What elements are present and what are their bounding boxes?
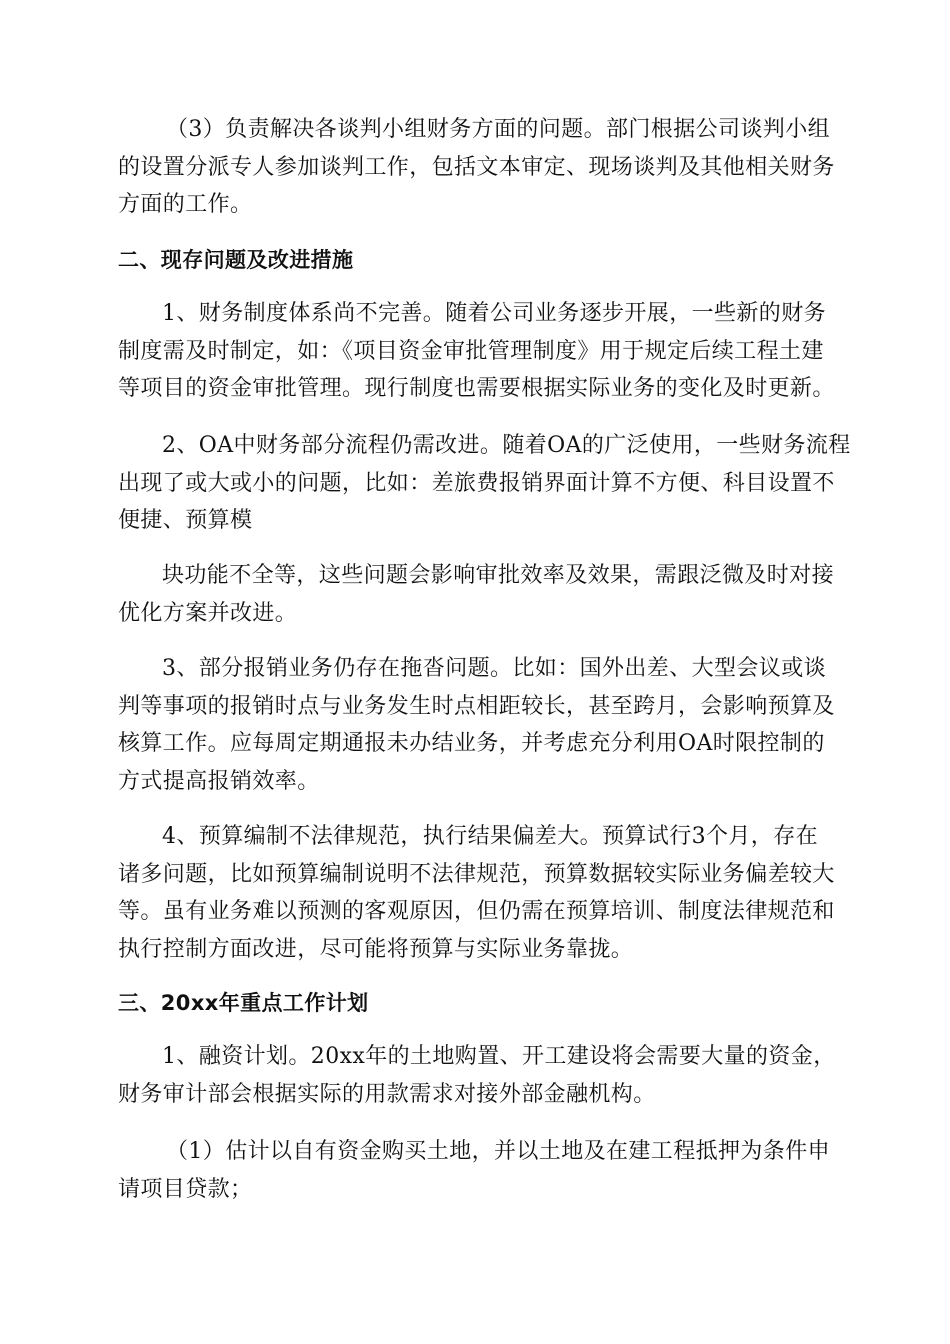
paragraph-plan-financing xyxy=(118,1038,836,1113)
text-line: 财务审计部会根据实际的用款需求对接外部金融机构。 xyxy=(118,1081,656,1107)
section-heading-plan: 三、20xx年重点工作计划 xyxy=(118,991,369,1015)
text-line: （3）负责解决各谈判小组财务方面的问题。部门根据公司谈判小组 xyxy=(166,117,830,142)
text-line: 1、财务制度体系尚不完善。随着公司业务逐步开展，一些新的财务 xyxy=(162,301,826,326)
text-line: 请项目贷款； xyxy=(118,1176,253,1202)
text-line: （1）估计以自有资金购买土地，并以土地及在建工程抵押为条件申 xyxy=(166,1139,830,1164)
paragraph-problem-2 xyxy=(118,427,851,540)
paragraph-problem-2-continued xyxy=(118,557,836,632)
text-line: 等。虽有业务难以预测的客观原因，但仍需在预算培训、制度法律规范和 xyxy=(118,899,835,924)
paragraph-problem-1 xyxy=(118,295,836,408)
section-heading-problems: 二、现存问题及改进措施 xyxy=(118,248,354,272)
text-line: 的设置分派专人参加谈判工作，包括文本审定、现场谈判及其他相关财务 xyxy=(118,154,835,180)
text-line: 判等事项的报销时点与业务发生时点相距较长，甚至跨月，会影响预算及 xyxy=(118,693,835,719)
paragraph-plan-financing-item-1 xyxy=(118,1133,836,1208)
text-line: 出现了或大或小的问题，比如：差旅费报销界面计算不方便、科目设置不 xyxy=(118,470,835,496)
text-line: 核算工作。应每周定期通报未办结业务，并考虑充分利用OA时限控制的 xyxy=(118,731,825,756)
text-line: 2、OA中财务部分流程仍需改进。随着OA的广泛使用，一些财务流程 xyxy=(162,433,851,458)
text-line: 诸多问题，比如预算编制说明不法律规范，预算数据较实际业务偏差较大 xyxy=(118,861,835,887)
text-line: 制度需及时制定，如：《项目资金审批管理制度》用于规定后续工程土建 xyxy=(118,338,824,364)
text-line: 4、预算编制不法律规范，执行结果偏差大。预算试行3个月，存在 xyxy=(162,824,818,849)
paragraph-problem-4 xyxy=(118,818,836,968)
text-line: 优化方案并改进。 xyxy=(118,600,298,626)
text-line: 1、融资计划。20xx年的土地购置、开工建设将会需要大量的资金， xyxy=(162,1044,836,1069)
text-line: 等项目的资金审批管理。现行制度也需要根据实际业务的变化及时更新。 xyxy=(118,376,835,401)
paragraph-finance-negotiation xyxy=(118,111,836,224)
text-line: 执行控制方面改进，尽可能将预算与实际业务靠拢。 xyxy=(118,936,634,962)
paragraph-problem-3 xyxy=(118,650,836,800)
text-line: 方面的工作。 xyxy=(118,192,253,217)
text-line: 3、部分报销业务仍存在拖沓问题。比如：国外出差、大型会议或谈 xyxy=(162,656,826,681)
text-line: 块功能不全等，这些问题会影响审批效率及效果，需跟泛微及时对接 xyxy=(162,563,835,588)
text-line: 便捷、预算模 xyxy=(118,508,253,533)
text-line: 方式提高报销效率。 xyxy=(118,768,320,794)
